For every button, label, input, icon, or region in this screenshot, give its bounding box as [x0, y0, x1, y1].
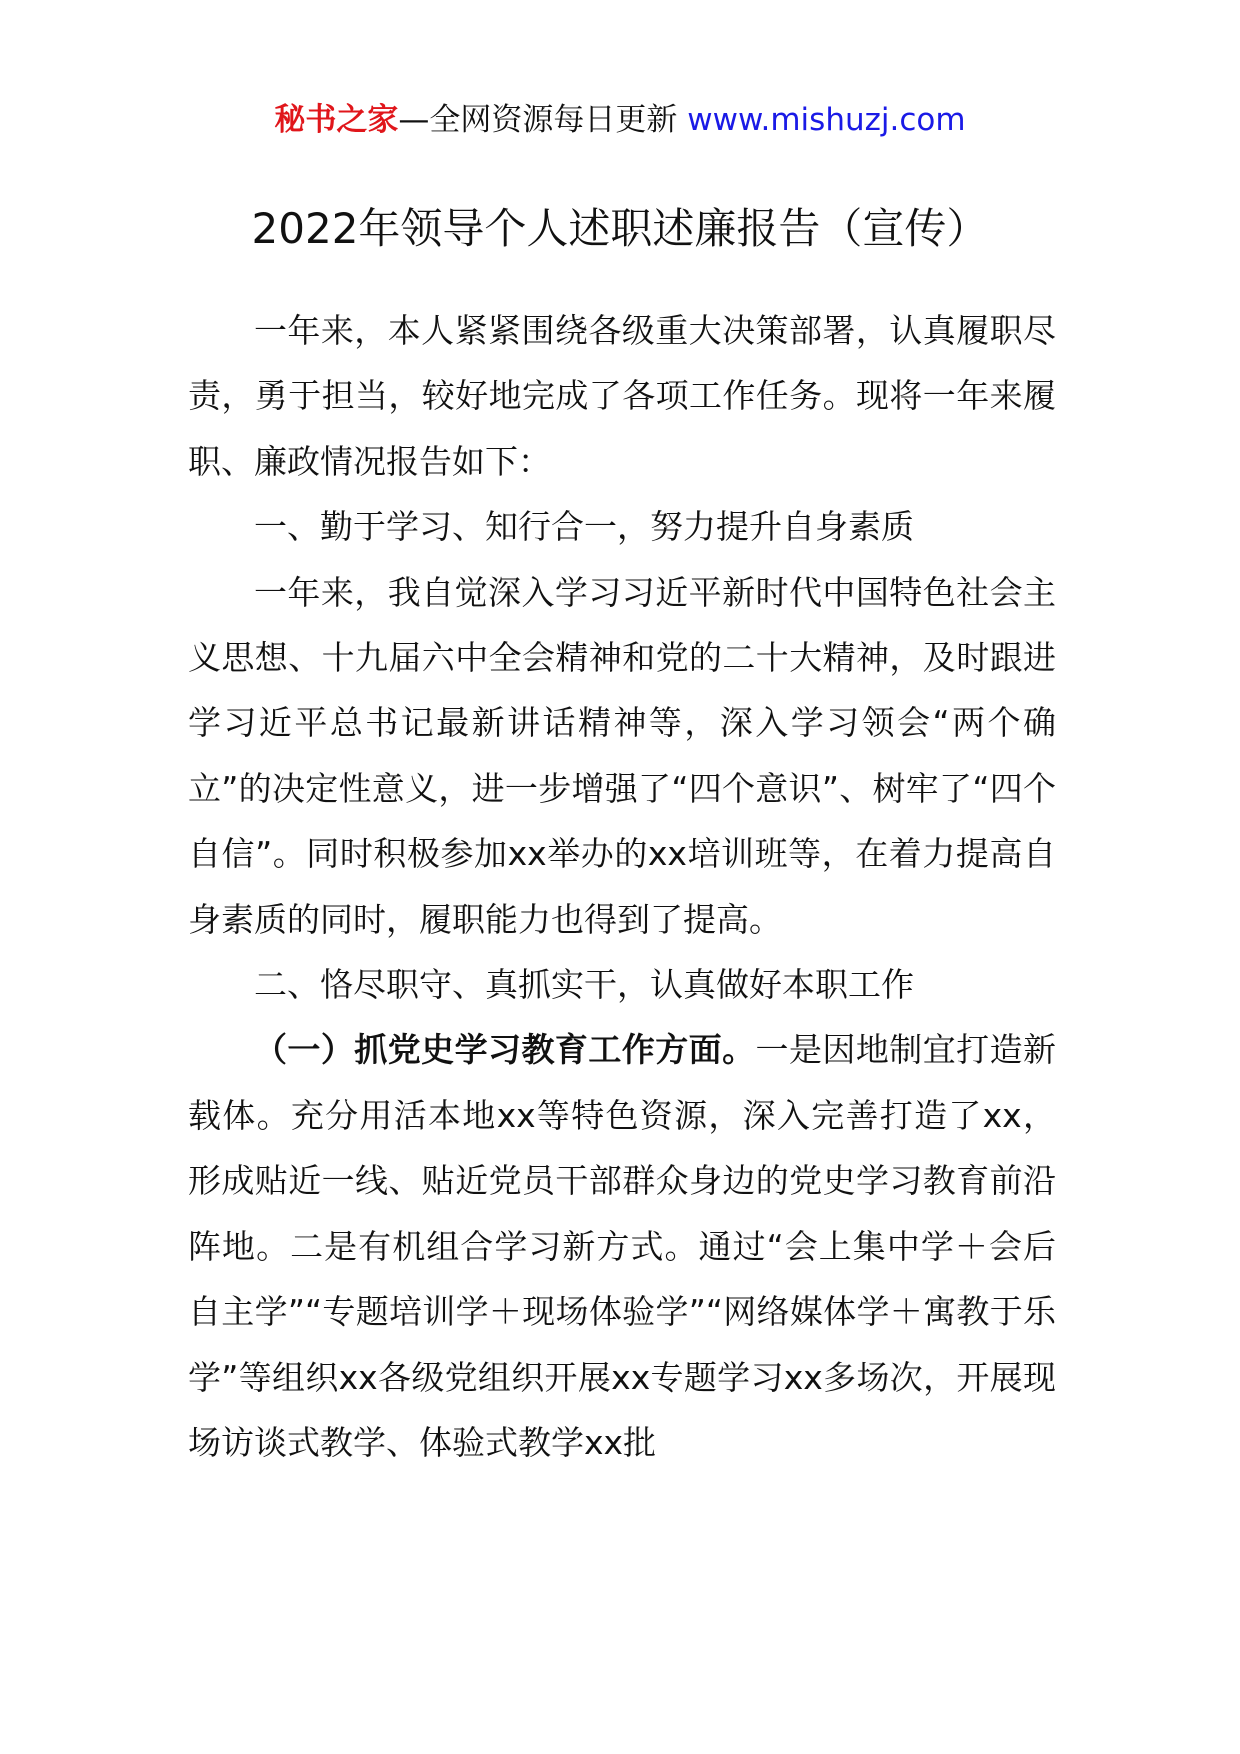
header-slogan: —全网资源每日更新 [398, 102, 688, 138]
document-title: 2022年领导个人述职述廉报告（宣传） [251, 204, 989, 253]
subsection-body: 一是因地制宜打造新载体。充分用活本地xx等特色资源，深入完善打造了xx，形成贴近一线、贴近党员干部群众身边的党史学习教育前沿阵地。二是有机组合学习新方式。通过“会上集中学＋会后自主学”“专题培训学＋现场体验学”“网络媒体学＋寓教于乐学”等组织xx各级党组织开展xx专题学习xx多场次，开展现场访谈式教学、体验式教学xx批 [188, 1030, 1057, 1462]
section-heading-2: 二、恪尽职守、真抓实干，认真做好本职工作 [254, 965, 914, 1005]
section-heading-1: 一、勤于学习、知行合一，努力提升自身素质 [254, 507, 914, 547]
section-2-paragraph [188, 1017, 1056, 1475]
subsection-lead: （一）抓党史学习教育工作方面。 [254, 1030, 756, 1070]
section-1-paragraph: 一年来，我自觉深入学习习近平新时代中国特色社会主义思想、十九届六中全会精神和党的二十大精神，及时跟进学习近平总书记最新讲话精神等，深入学习领会“两个确立”的决定性意义，进一步增强了“四个意识”、树牢了“四个自信”。同时积极参加xx举办的xx培训班等，在着力提高自身素质的同时，履职能力也得到了提高。 [188, 572, 1056, 939]
intro-paragraph: 一年来，本人紧紧围绕各级重大决策部署，认真履职尽责，勇于担当，较好地完成了各项工作任务。现将一年来履职、廉政情况报告如下： [188, 311, 1056, 481]
header-brand: 秘书之家 [274, 102, 399, 138]
document-body [188, 298, 1056, 1475]
header-website-link[interactable]: www.mishuzj.com [687, 102, 966, 138]
watermark-header [0, 100, 1240, 140]
